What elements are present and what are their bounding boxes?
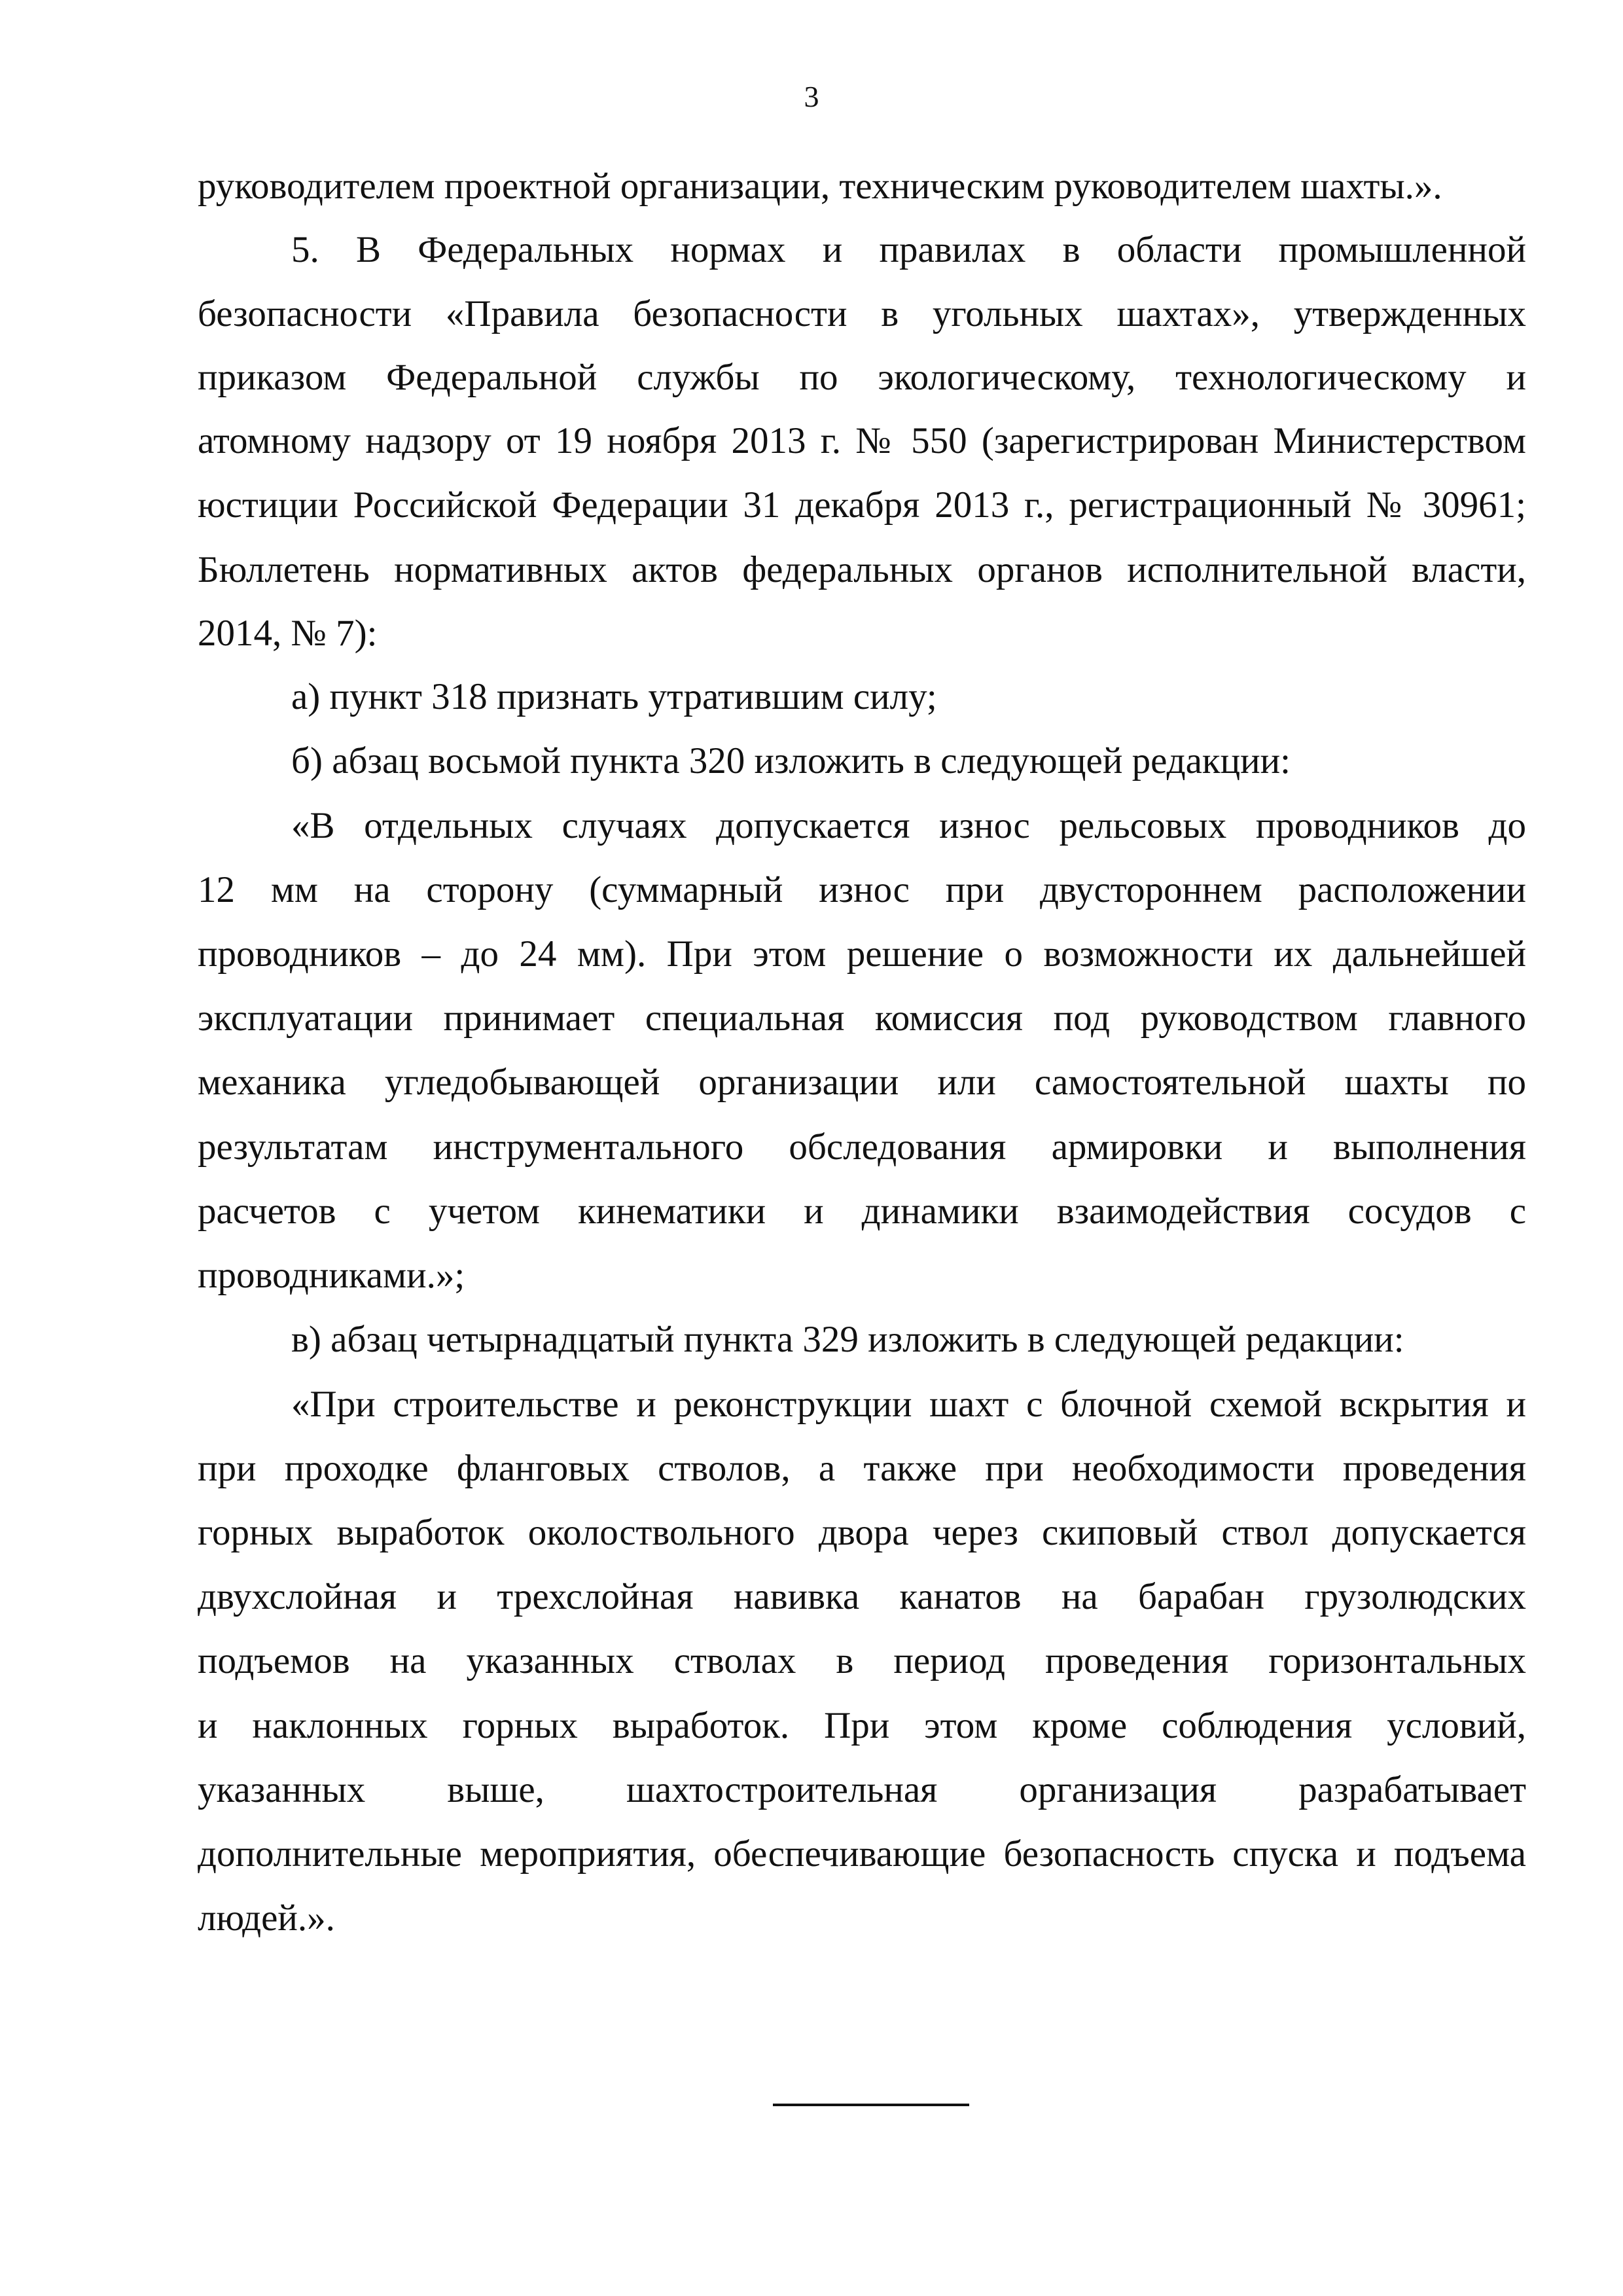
- text-line: б) абзац восьмой пункта 320 изложить в следующей редакции:: [291, 740, 1291, 781]
- text-line: в) абзац четырнадцатый пункта 329 изложить в следующей редакции:: [291, 1319, 1404, 1360]
- text-line: а) пункт 318 признать утратившим силу;: [291, 676, 937, 717]
- text-line: механика угледобывающей организации или самостоятельной шахты по: [198, 1062, 1526, 1103]
- text-line: проводниками.»;: [198, 1255, 465, 1296]
- text-line: «При строительстве и реконструкции шахт с блочной схемой вскрытия и: [291, 1384, 1526, 1425]
- text-line: указанных выше, шахтостроительная организация разрабатывает: [198, 1769, 1526, 1810]
- text-line: результатам инструментального обследования армировки и выполнения: [198, 1126, 1526, 1168]
- text-line: горных выработок околоствольного двора через скиповый ствол допускается: [198, 1512, 1526, 1553]
- text-line: эксплуатации принимает специальная комиссия под руководством главного: [198, 997, 1526, 1039]
- text-line: Бюллетень нормативных актов федеральных органов исполнительной власти,: [198, 549, 1526, 590]
- end-of-document-rule: [773, 2104, 969, 2106]
- text-line: юстиции Российской Федерации 31 декабря 2013 г., регистрационный № 30961;: [198, 484, 1526, 526]
- text-line: 12 мм на сторону (суммарный износ при двустороннем расположении: [198, 869, 1526, 910]
- text-line: «В отдельных случаях допускается износ рельсовых проводников до: [291, 805, 1526, 846]
- text-line: руководителем проектной организации, техническим руководителем шахты.».: [198, 166, 1442, 207]
- text-line: и наклонных горных выработок. При этом кроме соблюдения условий,: [198, 1705, 1526, 1746]
- text-line: 5. В Федеральных нормах и правилах в области промышленной: [291, 229, 1526, 270]
- text-line: проводников – до 24 мм). При этом решение о возможности их дальнейшей: [198, 933, 1526, 975]
- text-line: дополнительные мероприятия, обеспечивающие безопасность спуска и подъема: [198, 1833, 1526, 1874]
- text-line: атомному надзору от 19 ноября 2013 г. № 550 (зарегистрирован Министерством: [198, 420, 1526, 461]
- text-line: расчетов с учетом кинематики и динамики взаимодействия сосудов с: [198, 1191, 1526, 1232]
- text-line: людей.».: [198, 1897, 335, 1939]
- text-line: подъемов на указанных стволах в период проведения горизонтальных: [198, 1640, 1526, 1681]
- text-line: при проходке фланговых стволов, а также при необходимости проведения: [198, 1448, 1526, 1489]
- text-line: 2014, № 7):: [198, 613, 378, 654]
- page-number: 3: [804, 80, 819, 113]
- text-line: безопасности «Правила безопасности в угольных шахтах», утвержденных: [198, 293, 1526, 334]
- text-line: двухслойная и трехслойная навивка канатов на барабан грузолюдских: [198, 1576, 1526, 1617]
- text-line: приказом Федеральной службы по экологическому, технологическому и: [198, 357, 1526, 398]
